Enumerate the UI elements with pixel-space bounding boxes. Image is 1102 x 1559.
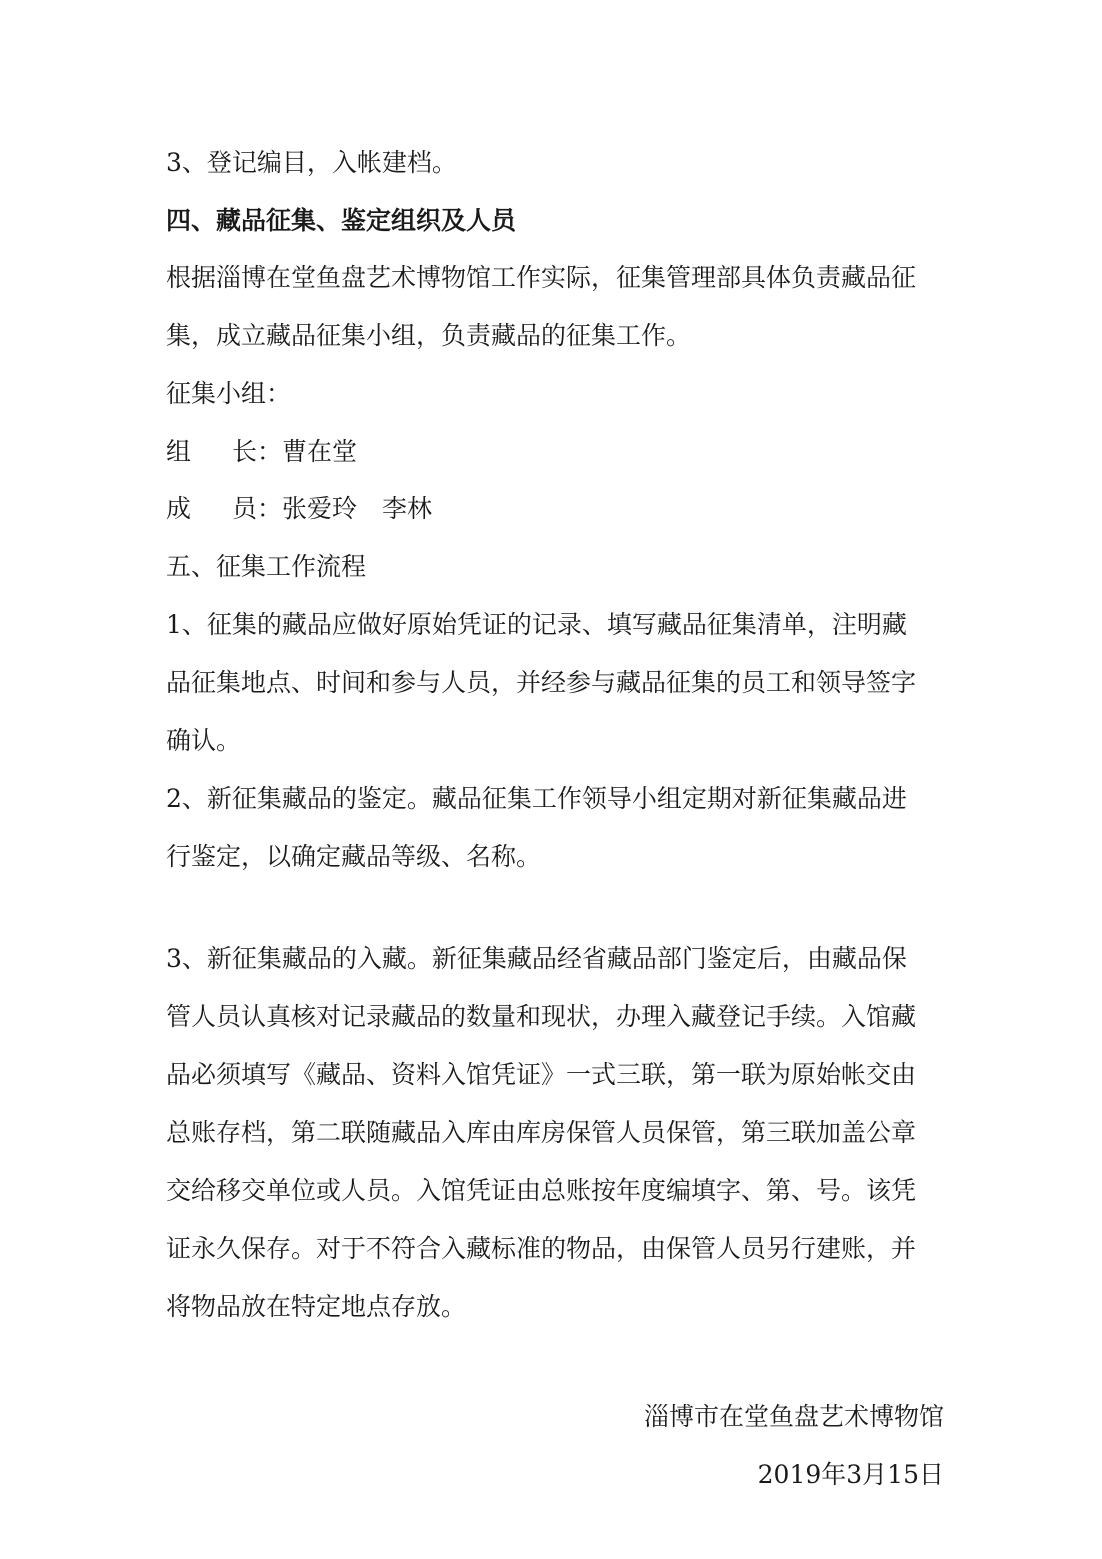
role-label: 组 — [166, 437, 192, 466]
paragraph-line: 行鉴定，以确定藏品等级、名称。 — [166, 842, 542, 871]
group-member-line — [166, 494, 946, 524]
paragraph-line: 3、新征集藏品的入藏。新征集藏品经省藏品部门鉴定后，由藏品保 — [166, 944, 907, 973]
paragraph-line: 品征集地点、时间和参与人员，并经参与藏品征集的员工和领导签字 — [166, 668, 917, 697]
member-value: 员：张爱玲 李林 — [232, 494, 433, 523]
paragraph-line: 集，成立藏品征集小组，负责藏品的征集工作。 — [166, 321, 692, 350]
group-label: 征集小组： — [166, 379, 292, 408]
paragraph-line: 1、征集的藏品应做好原始凭证的记录、填写藏品征集清单，注明藏 — [166, 610, 907, 639]
paragraph-line: 将物品放在特定地点存放。 — [166, 1292, 467, 1321]
paragraph-line: 总账存档，第二联随藏品入库由库房保管人员保管，第三联加盖公章 — [166, 1118, 917, 1147]
paragraph-line: 2、新征集藏品的鉴定。藏品征集工作领导小组定期对新征集藏品进 — [166, 784, 907, 813]
role-label: 成 — [166, 494, 192, 523]
leader-value: 长：曹在堂 — [232, 437, 358, 466]
paragraph-line: 证永久保存。对于不符合入藏标准的物品，由保管人员另行建账，并 — [166, 1234, 917, 1263]
paragraph-line: 品必须填写《藏品、资料入馆凭证》一式三联，第一联为原始帐交由 — [166, 1060, 917, 1089]
signature-organization: 淄博市在堂鱼盘艺术博物馆 — [643, 1402, 944, 1431]
group-leader-line — [166, 437, 946, 467]
item-3-register: 3、登记编目，入帐建档。 — [166, 148, 457, 177]
paragraph-line: 根据淄博在堂鱼盘艺术博物馆工作实际，征集管理部具体负责藏品征 — [166, 263, 917, 292]
paragraph-line: 交给移交单位或人员。入馆凭证由总账按年度编填字、第、号。该凭 — [166, 1176, 917, 1205]
section-heading-4: 四、藏品征集、鉴定组织及人员 — [166, 206, 517, 235]
paragraph-line: 管人员认真核对记录藏品的数量和现状，办理入藏登记手续。入馆藏 — [166, 1002, 917, 1031]
section-heading-5: 五、征集工作流程 — [166, 552, 367, 581]
paragraph-line: 确认。 — [166, 726, 242, 755]
signature-date: 2019年3月15日 — [757, 1460, 944, 1489]
